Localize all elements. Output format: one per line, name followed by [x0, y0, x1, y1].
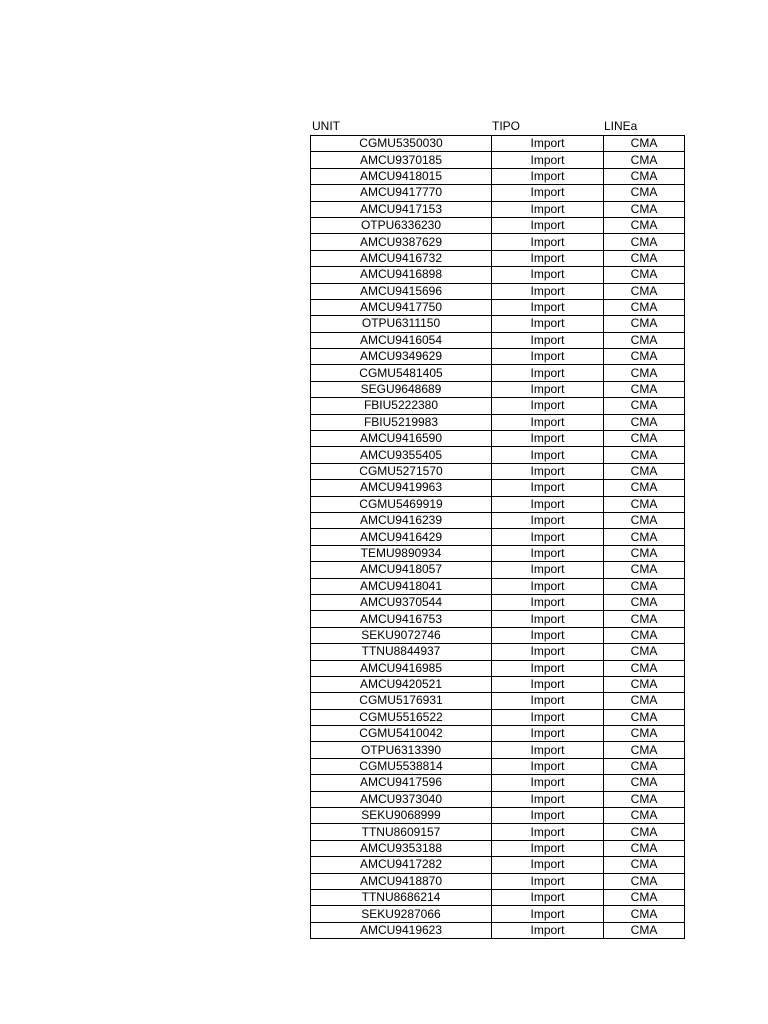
linea-cell: CMA: [604, 742, 685, 758]
unit-cell: AMCU9415696: [311, 283, 492, 299]
tipo-cell: Import: [492, 775, 604, 791]
tipo-cell: Import: [492, 660, 604, 676]
linea-cell: CMA: [604, 185, 685, 201]
unit-cell: SEKU9068999: [311, 808, 492, 824]
unit-cell: AMCU9355405: [311, 447, 492, 463]
unit-cell: CGMU5516522: [311, 709, 492, 725]
unit-cell: TTNU8609157: [311, 824, 492, 840]
tipo-cell: Import: [492, 349, 604, 365]
linea-cell: CMA: [604, 463, 685, 479]
unit-cell: FBIU5222380: [311, 398, 492, 414]
table-row: [311, 873, 685, 889]
table-row: [311, 611, 685, 627]
unit-cell: AMCU9373040: [311, 791, 492, 807]
tipo-cell: Import: [492, 431, 604, 447]
table-row: [311, 185, 685, 201]
unit-cell: AMCU9416985: [311, 660, 492, 676]
unit-cell: OTPU6313390: [311, 742, 492, 758]
tipo-cell: Import: [492, 791, 604, 807]
unit-cell: CGMU5538814: [311, 758, 492, 774]
unit-cell: CGMU5271570: [311, 463, 492, 479]
table-row: [311, 758, 685, 774]
unit-cell: AMCU9419623: [311, 922, 492, 938]
linea-cell: CMA: [604, 283, 685, 299]
linea-cell: CMA: [604, 906, 685, 922]
unit-cell: SEKU9072746: [311, 627, 492, 643]
table-row: [311, 283, 685, 299]
tipo-cell: Import: [492, 562, 604, 578]
linea-cell: CMA: [604, 660, 685, 676]
unit-cell: AMCU9416429: [311, 529, 492, 545]
tipo-cell: Import: [492, 250, 604, 266]
linea-cell: CMA: [604, 824, 685, 840]
linea-cell: CMA: [604, 857, 685, 873]
tipo-cell: Import: [492, 676, 604, 692]
tipo-cell: Import: [492, 185, 604, 201]
table-row: [311, 201, 685, 217]
unit-cell: TTNU8844937: [311, 644, 492, 660]
table-row: [311, 857, 685, 873]
table-row: [311, 808, 685, 824]
linea-cell: CMA: [604, 136, 685, 152]
linea-cell: CMA: [604, 299, 685, 315]
unit-cell: AMCU9370185: [311, 152, 492, 168]
header-linea: LINEa: [604, 119, 638, 133]
unit-cell: FBIU5219983: [311, 414, 492, 430]
tipo-cell: Import: [492, 545, 604, 561]
table-row: [311, 644, 685, 660]
tipo-cell: Import: [492, 627, 604, 643]
linea-cell: CMA: [604, 726, 685, 742]
unit-cell: AMCU9417282: [311, 857, 492, 873]
tipo-cell: Import: [492, 480, 604, 496]
linea-cell: CMA: [604, 545, 685, 561]
linea-cell: CMA: [604, 791, 685, 807]
linea-cell: CMA: [604, 398, 685, 414]
header-tipo: TIPO: [492, 119, 521, 133]
linea-cell: CMA: [604, 922, 685, 938]
tipo-cell: Import: [492, 414, 604, 430]
table-row: [311, 775, 685, 791]
tipo-cell: Import: [492, 758, 604, 774]
linea-cell: CMA: [604, 201, 685, 217]
table-row: [311, 562, 685, 578]
linea-cell: CMA: [604, 627, 685, 643]
column-headers: [310, 118, 684, 135]
linea-cell: CMA: [604, 414, 685, 430]
unit-cell: CGMU5350030: [311, 136, 492, 152]
unit-cell: AMCU9418870: [311, 873, 492, 889]
table-row: [311, 349, 685, 365]
tipo-cell: Import: [492, 742, 604, 758]
tipo-cell: Import: [492, 283, 604, 299]
unit-cell: CGMU5410042: [311, 726, 492, 742]
unit-cell: TEMU9890934: [311, 545, 492, 561]
table-row: [311, 152, 685, 168]
table-row: [311, 496, 685, 512]
table-row: [311, 463, 685, 479]
unit-cell: AMCU9416898: [311, 267, 492, 283]
table-row: [311, 840, 685, 856]
linea-cell: CMA: [604, 381, 685, 397]
units-table-body: [311, 136, 685, 939]
linea-cell: CMA: [604, 889, 685, 905]
tipo-cell: Import: [492, 873, 604, 889]
unit-cell: AMCU9349629: [311, 349, 492, 365]
unit-cell: CGMU5176931: [311, 693, 492, 709]
unit-cell: SEGU9648689: [311, 381, 492, 397]
linea-cell: CMA: [604, 431, 685, 447]
linea-cell: CMA: [604, 873, 685, 889]
linea-cell: CMA: [604, 234, 685, 250]
table-row: [311, 660, 685, 676]
unit-cell: AMCU9418057: [311, 562, 492, 578]
tipo-cell: Import: [492, 332, 604, 348]
tipo-cell: Import: [492, 201, 604, 217]
unit-cell: AMCU9418015: [311, 168, 492, 184]
table-row: [311, 529, 685, 545]
unit-cell: AMCU9416732: [311, 250, 492, 266]
tipo-cell: Import: [492, 808, 604, 824]
tipo-cell: Import: [492, 217, 604, 233]
tipo-cell: Import: [492, 922, 604, 938]
linea-cell: CMA: [604, 693, 685, 709]
table-row: [311, 594, 685, 610]
tipo-cell: Import: [492, 857, 604, 873]
linea-cell: CMA: [604, 562, 685, 578]
linea-cell: CMA: [604, 529, 685, 545]
unit-cell: AMCU9418041: [311, 578, 492, 594]
table-row: [311, 431, 685, 447]
tipo-cell: Import: [492, 267, 604, 283]
tipo-cell: Import: [492, 889, 604, 905]
unit-cell: AMCU9419963: [311, 480, 492, 496]
linea-cell: CMA: [604, 365, 685, 381]
table-row: [311, 299, 685, 315]
unit-cell: AMCU9420521: [311, 676, 492, 692]
unit-cell: OTPU6311150: [311, 316, 492, 332]
linea-cell: CMA: [604, 709, 685, 725]
table-row: [311, 250, 685, 266]
linea-cell: CMA: [604, 480, 685, 496]
tipo-cell: Import: [492, 365, 604, 381]
linea-cell: CMA: [604, 808, 685, 824]
linea-cell: CMA: [604, 349, 685, 365]
unit-cell: TTNU8686214: [311, 889, 492, 905]
tipo-cell: Import: [492, 824, 604, 840]
table-row: [311, 545, 685, 561]
unit-cell: AMCU9353188: [311, 840, 492, 856]
table-row: [311, 693, 685, 709]
table-row: [311, 447, 685, 463]
unit-cell: AMCU9387629: [311, 234, 492, 250]
tipo-cell: Import: [492, 512, 604, 528]
tipo-cell: Import: [492, 316, 604, 332]
tipo-cell: Import: [492, 906, 604, 922]
linea-cell: CMA: [604, 758, 685, 774]
tipo-cell: Import: [492, 463, 604, 479]
table-row: [311, 480, 685, 496]
unit-cell: AMCU9417153: [311, 201, 492, 217]
linea-cell: CMA: [604, 512, 685, 528]
table-row: [311, 267, 685, 283]
unit-cell: AMCU9416753: [311, 611, 492, 627]
tipo-cell: Import: [492, 299, 604, 315]
tipo-cell: Import: [492, 709, 604, 725]
unit-cell: AMCU9416590: [311, 431, 492, 447]
table-row: [311, 742, 685, 758]
tipo-cell: Import: [492, 578, 604, 594]
unit-cell: AMCU9417770: [311, 185, 492, 201]
table-row: [311, 726, 685, 742]
linea-cell: CMA: [604, 496, 685, 512]
unit-cell: OTPU6336230: [311, 217, 492, 233]
tipo-cell: Import: [492, 840, 604, 856]
tipo-cell: Import: [492, 447, 604, 463]
linea-cell: CMA: [604, 775, 685, 791]
unit-cell: AMCU9417596: [311, 775, 492, 791]
unit-cell: CGMU5469919: [311, 496, 492, 512]
linea-cell: CMA: [604, 578, 685, 594]
table-row: [311, 168, 685, 184]
linea-cell: CMA: [604, 594, 685, 610]
tipo-cell: Import: [492, 398, 604, 414]
linea-cell: CMA: [604, 676, 685, 692]
table-row: [311, 365, 685, 381]
linea-cell: CMA: [604, 644, 685, 660]
tipo-cell: Import: [492, 693, 604, 709]
table-row: [311, 676, 685, 692]
linea-cell: CMA: [604, 611, 685, 627]
header-unit: UNIT: [312, 119, 340, 133]
linea-cell: CMA: [604, 267, 685, 283]
table-row: [311, 922, 685, 938]
tipo-cell: Import: [492, 152, 604, 168]
table-row: [311, 381, 685, 397]
linea-cell: CMA: [604, 332, 685, 348]
linea-cell: CMA: [604, 250, 685, 266]
linea-cell: CMA: [604, 168, 685, 184]
tipo-cell: Import: [492, 234, 604, 250]
tipo-cell: Import: [492, 168, 604, 184]
linea-cell: CMA: [604, 217, 685, 233]
table-row: [311, 234, 685, 250]
table-row: [311, 414, 685, 430]
unit-cell: SEKU9287066: [311, 906, 492, 922]
tipo-cell: Import: [492, 136, 604, 152]
tipo-cell: Import: [492, 496, 604, 512]
table-row: [311, 578, 685, 594]
table-row: [311, 906, 685, 922]
container-list-sheet: [310, 118, 684, 939]
unit-cell: AMCU9416054: [311, 332, 492, 348]
table-row: [311, 316, 685, 332]
tipo-cell: Import: [492, 594, 604, 610]
table-row: [311, 627, 685, 643]
table-row: [311, 217, 685, 233]
unit-cell: AMCU9370544: [311, 594, 492, 610]
linea-cell: CMA: [604, 152, 685, 168]
units-table: [310, 135, 685, 939]
unit-cell: CGMU5481405: [311, 365, 492, 381]
tipo-cell: Import: [492, 611, 604, 627]
table-row: [311, 512, 685, 528]
tipo-cell: Import: [492, 726, 604, 742]
linea-cell: CMA: [604, 840, 685, 856]
tipo-cell: Import: [492, 529, 604, 545]
table-row: [311, 136, 685, 152]
tipo-cell: Import: [492, 644, 604, 660]
linea-cell: CMA: [604, 447, 685, 463]
table-row: [311, 889, 685, 905]
table-row: [311, 332, 685, 348]
table-row: [311, 824, 685, 840]
table-row: [311, 709, 685, 725]
table-row: [311, 791, 685, 807]
table-row: [311, 398, 685, 414]
tipo-cell: Import: [492, 381, 604, 397]
unit-cell: AMCU9416239: [311, 512, 492, 528]
linea-cell: CMA: [604, 316, 685, 332]
unit-cell: AMCU9417750: [311, 299, 492, 315]
